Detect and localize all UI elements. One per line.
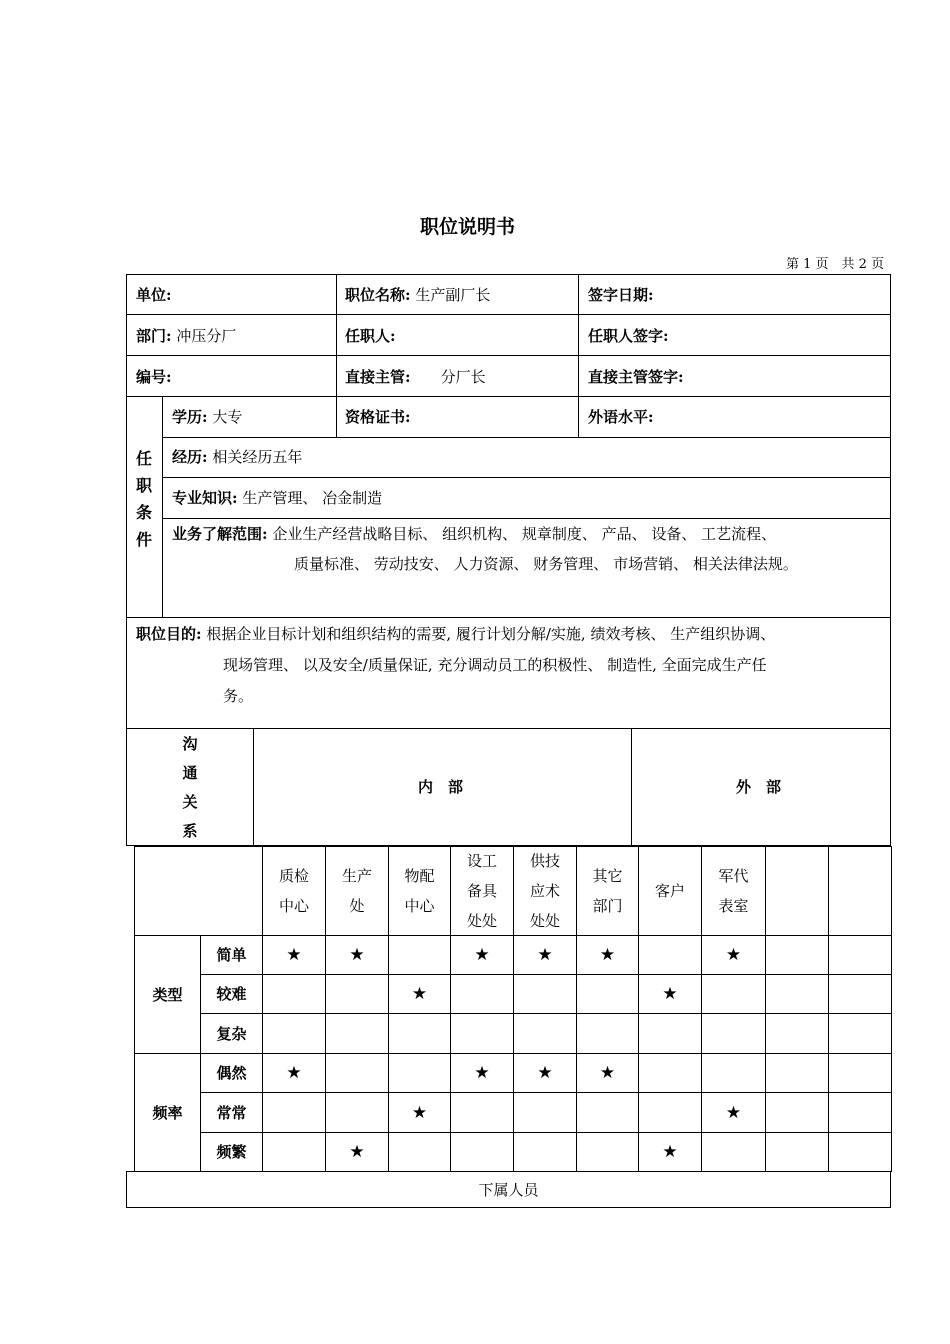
star-mark: ★ [638,1132,702,1172]
star-mark: ★ [638,974,702,1014]
column-header-line: 质检 [278,867,309,885]
matrix-cell [828,1053,892,1093]
scope-label: 业务了解范围: [172,525,268,543]
column-header-line: 表室 [718,897,749,915]
column-header-line: 生产 [341,867,372,885]
supervisor-sign-label: 直接主管签字: [588,368,684,386]
matrix-cell [513,1013,577,1054]
star-mark: ★ [262,935,326,975]
matrix-cell [765,974,829,1014]
purpose-label: 职位目的: [136,625,202,643]
supervisor-value: 分厂长 [440,368,486,386]
column-header [576,846,639,936]
matrix-cell [262,1132,326,1172]
position-value: 生产副厂长 [415,286,491,304]
matrix-cell [450,1092,514,1133]
row-label: 较难 [200,974,263,1014]
matrix-cell [638,1092,702,1133]
column-header-line: 设工 [466,852,497,870]
certificate-label: 资格证书: [345,408,411,426]
row-label: 常常 [200,1092,263,1133]
experience-value: 相关经历五年 [212,448,303,466]
supervisor-label: 直接主管: [345,368,411,386]
matrix-cell [513,974,577,1014]
matrix-cell [325,1053,389,1093]
row-label: 复杂 [200,1013,263,1054]
education-value: 大专 [212,408,243,426]
column-header-line: 处处 [466,912,497,930]
matrix-cell [262,1092,326,1133]
matrix-cell [828,1132,892,1172]
column-header-line: 应术 [529,882,560,900]
column-header [262,846,326,936]
matrix-cell [450,974,514,1014]
column-header [388,846,451,936]
unit-label: 单位: [136,286,172,304]
matrix-cell [576,974,639,1014]
matrix-cell [828,935,892,975]
column-header-line: 部门 [592,897,623,915]
matrix-cell [325,1013,389,1054]
page-title: 职位说明书 [420,216,516,238]
star-mark: ★ [388,974,451,1014]
dept-label: 部门: [136,327,172,345]
sign-date-label: 签字日期: [588,286,654,304]
column-header-line: 供技 [529,852,560,870]
matrix-cell [765,1013,829,1054]
matrix-cell [513,1092,577,1133]
star-mark: ★ [262,1053,326,1093]
purpose-line-1: 根据企业目标计划和组织结构的需要, 履行计划分解/实施, 绩效考核、 生产组织协调、 [206,625,776,643]
star-mark: ★ [388,1092,451,1133]
matrix-cell [701,974,766,1014]
row-label: 频繁 [200,1132,263,1172]
matrix-corner [134,846,263,936]
matrix-cell [765,1132,829,1172]
matrix-cell [262,1013,326,1054]
subordinates-row [126,1171,891,1208]
matrix-cell [388,1132,451,1172]
star-mark: ★ [576,935,639,975]
matrix-cell [701,1053,766,1093]
star-mark: ★ [450,935,514,975]
matrix-cell [388,1053,451,1093]
column-header [325,846,389,936]
knowledge-label: 专业知识: [172,489,238,507]
language-label: 外语水平: [588,408,654,426]
matrix-cell [638,1053,702,1093]
group-label: 频率 [134,1053,201,1172]
matrix-cell [828,1013,892,1054]
knowledge-value: 生产管理、 冶金制造 [242,489,383,507]
star-mark: ★ [576,1053,639,1093]
group-label: 类型 [134,935,201,1054]
column-header [765,846,829,936]
star-mark: ★ [701,935,766,975]
holder-sign-label: 任职人签字: [588,327,669,345]
matrix-cell [325,974,389,1014]
purpose-line-3: 务。 [223,687,254,705]
star-mark: ★ [325,1132,389,1172]
matrix-cell [450,1132,514,1172]
column-header-line: 备具 [466,882,497,900]
matrix-cell [513,1132,577,1172]
matrix-cell [262,974,326,1014]
column-header-line: 客户 [654,882,685,900]
row-label: 偶然 [200,1053,263,1093]
matrix-cell [765,1092,829,1133]
column-header-line: 其它 [592,867,623,885]
column-header [513,846,577,936]
star-mark: ★ [325,935,389,975]
holder-label: 任职人: [345,327,396,345]
column-header-line: 中心 [278,897,309,915]
matrix-cell [576,1132,639,1172]
code-label: 编号: [136,368,172,386]
position-label: 职位名称: [345,286,411,304]
matrix-cell [325,1092,389,1133]
matrix-cell [576,1092,639,1133]
matrix-cell [388,1013,451,1054]
matrix-cell [450,1013,514,1054]
star-mark: ★ [513,1053,577,1093]
row-label: 简单 [200,935,263,975]
star-mark: ★ [701,1092,766,1133]
dept-value: 冲压分厂 [176,327,237,345]
column-header [450,846,514,936]
matrix-cell [765,1053,829,1093]
matrix-cell [701,1013,766,1054]
experience-label: 经历: [172,448,208,466]
page-info: 第 1 页 共 2 页 [786,257,885,272]
matrix-cell [638,1013,702,1054]
education-label: 学历: [172,408,208,426]
matrix-cell [388,935,451,975]
star-mark: ★ [450,1053,514,1093]
star-mark: ★ [513,935,577,975]
column-header-line: 中心 [404,897,435,915]
matrix-cell [638,935,702,975]
column-header-line: 军代 [718,867,749,885]
external-label: 外 部 [736,778,782,796]
column-header [828,846,892,936]
internal-label: 内 部 [418,778,464,796]
matrix-cell [765,935,829,975]
column-header-line: 物配 [404,867,435,885]
column-header [701,846,766,936]
column-header [638,846,702,936]
qualifications-section-label: 任 职 条 件 [135,449,152,549]
column-header-line: 处处 [529,912,560,930]
matrix-cell [828,1092,892,1133]
matrix-cell [701,1132,766,1172]
matrix-cell [576,1013,639,1054]
scope-line-1: 企业生产经营战略目标、 组织机构、 规章制度、 产品、 设备、 工艺流程、 [272,525,777,543]
matrix-cell [828,974,892,1014]
scope-line-2: 质量标准、 劳动技安、 人力资源、 财务管理、 市场营销、 相关法律法规。 [294,555,798,573]
subordinates-label: 下属人员 [478,1180,539,1199]
communication-label: 沟 通 关 系 [182,735,198,840]
purpose-line-2: 现场管理、 以及安全/质量保证, 充分调动员工的积极性、 制造性, 全面完成生产任 [223,656,767,674]
column-header-line: 处 [349,897,365,915]
